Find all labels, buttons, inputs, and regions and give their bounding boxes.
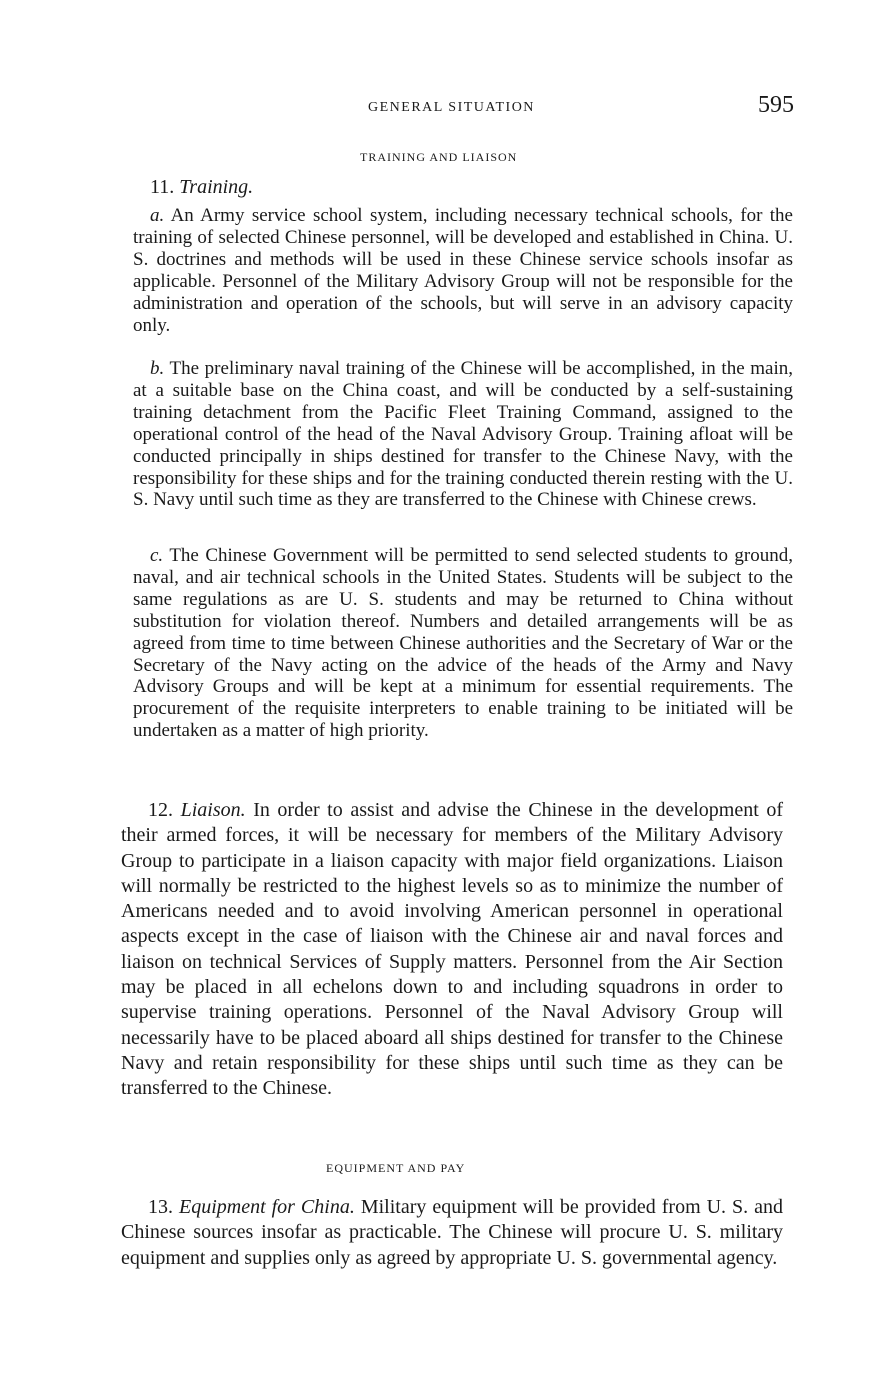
item-13-title: Equipment for China. xyxy=(178,1196,355,1218)
paragraph-11a xyxy=(133,205,793,336)
paragraph-11b-text: The preliminary naval training of the Chinese will be accomplished, in the main, at a suitable base on the China coast, and will be conducted by a self-sustaining training detachment from the Pacific Fleet Training Command, assigned to the operational control of the head of the Naval Advisory Group. Training afloat will be conducted principally in ships destined for transfer to the Chinese Navy, with the responsibility for these ships and for the training conducted therein resting with the U. S. Navy until such time as they are transferred to the Chinese with Chinese crews. xyxy=(133,358,793,511)
item-13-number: 13. xyxy=(148,1196,173,1218)
paragraph-11b xyxy=(133,358,793,511)
item-13-text: Military equipment will be provided from U. S. and Chinese sources insofar as practicable. The Chinese will procure U. S. military equipment and supplies only as agreed by appropriate U. S. governmental agency. xyxy=(121,1196,784,1269)
item-12-text: In order to assist and advise the Chinese in the development of their armed forces, it will be necessary for members of the Military Advisory Group to participate in a liaison capacity with major field organizations. Liaison will normally be restricted to the highest levels so as to minimize the number of Americans needed and to avoid involving American personnel in operational aspects except in the case of liaison with the Chinese air and naval forces and liaison on technical Services of Supply matters. Personnel from the Air Section may be placed in all echelons down to and including squadrons in order to supervise training operations. Personnel of the Naval Advisory Group will necessarily have to be placed aboard all ships destined for transfer to the Chinese Navy and retain responsibility for these ships until such time as they can be transferred to the Chinese. xyxy=(121,799,784,1100)
paragraph-12-liaison xyxy=(121,798,783,1102)
paragraph-11c xyxy=(133,545,793,742)
running-head: GENERAL SITUATION xyxy=(368,100,535,115)
page-number: 595 xyxy=(758,92,794,118)
item-12-title: Liaison. xyxy=(180,799,246,821)
item-11-heading xyxy=(150,176,253,199)
paragraph-11a-text: An Army service school system, including necessary technical schools, for the training of selected Chinese personnel, will be developed and established in China. U. S. doctrines and methods will be used in these Chinese service schools insofar as applicable. Personnel of the Military Advisory Group will not be responsible for the administration and operation of the schools, but will serve in an advisory capacity only. xyxy=(133,205,793,336)
item-12-number: 12. xyxy=(148,799,173,821)
paragraph-11c-label: c. xyxy=(150,545,164,566)
item-11-title: Training. xyxy=(179,176,254,198)
paragraph-13-equipment xyxy=(121,1195,783,1271)
section-heading-equipment-and-pay: EQUIPMENT AND PAY xyxy=(326,1161,466,1175)
paragraph-11a-label: a. xyxy=(150,205,165,226)
paragraph-11b-label: b. xyxy=(150,358,165,379)
section-heading-training-and-liaison: TRAINING AND LIAISON xyxy=(360,150,518,164)
item-11-number: 11. xyxy=(150,176,175,198)
paragraph-11c-text: The Chinese Government will be permitted to send selected students to ground, naval, and air technical schools in the United States. Students will be subject to the same regulations as are U. S. students and may be returned to China without substitution for violation thereof. Numbers and detailed arrangements will be as agreed from time to time between Chinese authorities and the Secretary of War or the Secretary of the Navy acting on the advice of the heads of the Army and Navy Advisory Groups and will be kept at a minimum for essential requirements. The procurement of the requisite interpreters to enable training to be initiated will be undertaken as a matter of high priority. xyxy=(133,545,793,742)
